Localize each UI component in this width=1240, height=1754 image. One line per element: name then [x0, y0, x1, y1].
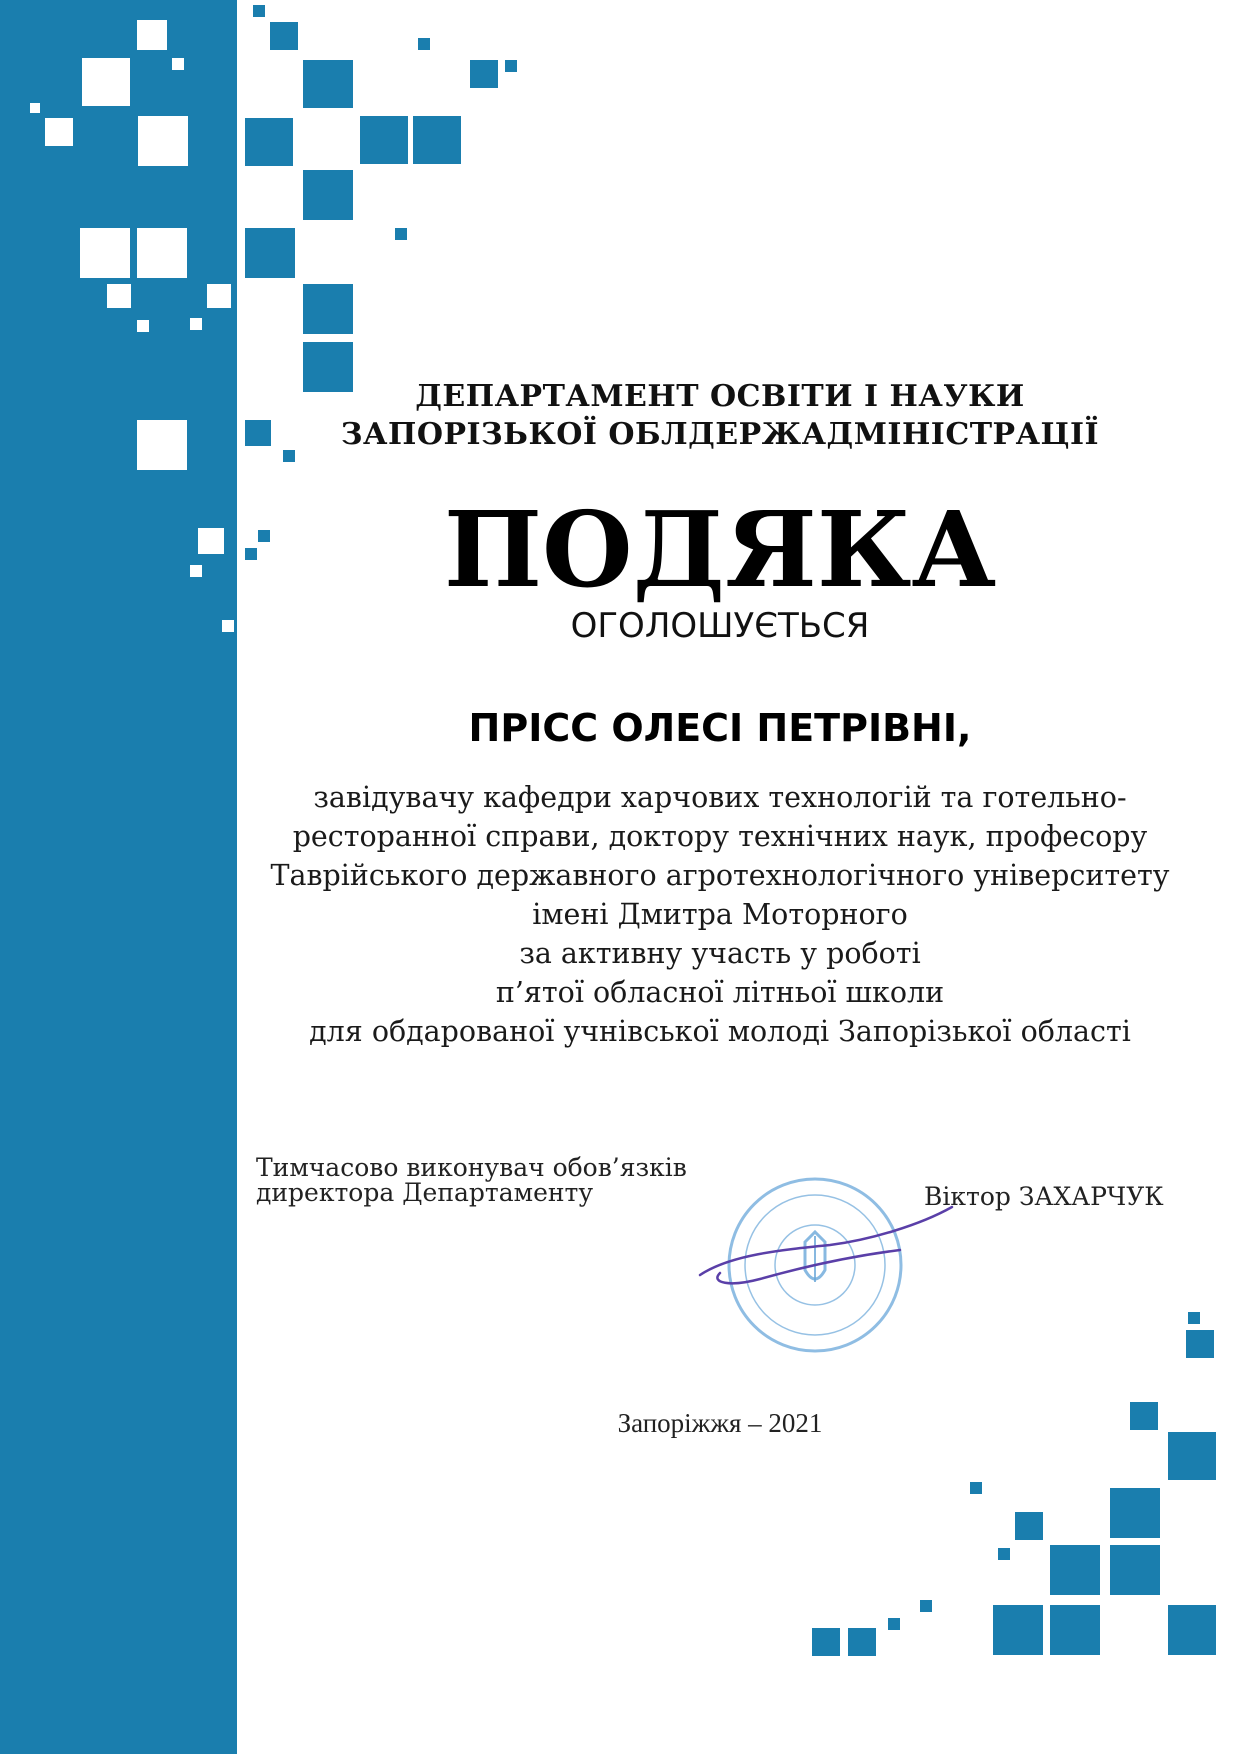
decor-square — [245, 118, 293, 166]
decor-square — [270, 22, 298, 50]
citation-line: імені Дмитра Моторного — [532, 898, 908, 931]
decor-square — [253, 5, 265, 17]
department-line-2: ЗАПОРІЗЬКОЇ ОБЛДЕРЖАДМІНІСТРАЦІЇ — [340, 417, 1100, 452]
decor-square — [172, 58, 184, 70]
announce-text: ОГОЛОШУЄТЬСЯ — [570, 606, 870, 646]
decor-square — [45, 118, 73, 146]
citation-text — [215, 778, 1225, 1051]
decor-square — [505, 60, 517, 72]
decor-square — [413, 116, 461, 164]
decor-square — [222, 620, 234, 632]
decor-square — [812, 1628, 840, 1656]
citation-line: за активну участь у роботі — [519, 937, 921, 970]
decor-square — [1168, 1605, 1216, 1655]
decor-square — [82, 58, 130, 106]
decor-square — [1015, 1512, 1043, 1540]
decor-square — [245, 420, 271, 446]
decor-square — [283, 450, 295, 462]
decor-square — [80, 228, 130, 278]
decor-square — [998, 1548, 1010, 1560]
decor-square — [303, 60, 353, 108]
decor-square — [470, 60, 498, 88]
citation-line: завідувачу кафедри харчових технологій та готельно- — [313, 781, 1127, 814]
decor-square — [190, 565, 202, 577]
citation-line: Таврійського державного агротехнологічного університету — [270, 859, 1170, 892]
signatory-name: Віктор ЗАХАРЧУК — [924, 1182, 1164, 1211]
department-heading — [300, 378, 1140, 454]
citation-line: для обдарованої учнівської молоді Запорізької області — [309, 1015, 1131, 1048]
decor-square — [993, 1605, 1043, 1655]
decor-square — [245, 228, 295, 278]
signature-scribble — [690, 1195, 960, 1305]
signatory-role-line-2: директора Департаменту — [256, 1178, 594, 1207]
recipient-name: ПРІСС ОЛЕСІ ПЕТРІВНІ, — [468, 706, 972, 750]
signatory-role-line-1: Тимчасово виконувач обов’язків — [256, 1153, 687, 1182]
city-year: Запоріжжя – 2021 — [617, 1408, 823, 1438]
citation-line: п’ятої обласної літньої школи — [495, 976, 945, 1009]
decor-square — [920, 1600, 932, 1612]
decor-square — [360, 116, 408, 164]
decor-square — [1110, 1545, 1160, 1595]
decor-square — [1186, 1330, 1214, 1358]
decor-square — [418, 38, 430, 50]
decor-square — [303, 170, 353, 220]
decor-square — [888, 1618, 900, 1630]
decor-square — [970, 1482, 982, 1494]
citation-line: ресторанної справи, доктору технічних наук, професору — [292, 820, 1148, 853]
decor-square — [1130, 1402, 1158, 1430]
certificate-title: ПОДЯКА — [443, 488, 997, 611]
decor-square — [1050, 1605, 1100, 1655]
decor-square — [848, 1628, 876, 1656]
decor-square — [190, 318, 202, 330]
decor-square — [137, 20, 167, 50]
decor-square — [303, 284, 353, 334]
decor-square — [138, 116, 188, 166]
decor-square — [1050, 1545, 1100, 1595]
decor-square — [245, 548, 257, 560]
signatory-role — [256, 1155, 687, 1205]
department-line-1: ДЕПАРТАМЕНТ ОСВІТИ І НАУКИ — [415, 379, 1025, 414]
decor-square — [137, 320, 149, 332]
decor-square — [258, 530, 270, 542]
decor-square — [137, 228, 187, 278]
decor-square — [1188, 1312, 1200, 1324]
decor-square — [30, 103, 40, 113]
decor-square — [1110, 1488, 1160, 1538]
decor-square — [198, 528, 224, 554]
decor-square — [395, 228, 407, 240]
decor-square — [207, 284, 231, 308]
decor-square — [107, 284, 131, 308]
decor-square — [1168, 1432, 1216, 1480]
decor-square — [137, 420, 187, 470]
